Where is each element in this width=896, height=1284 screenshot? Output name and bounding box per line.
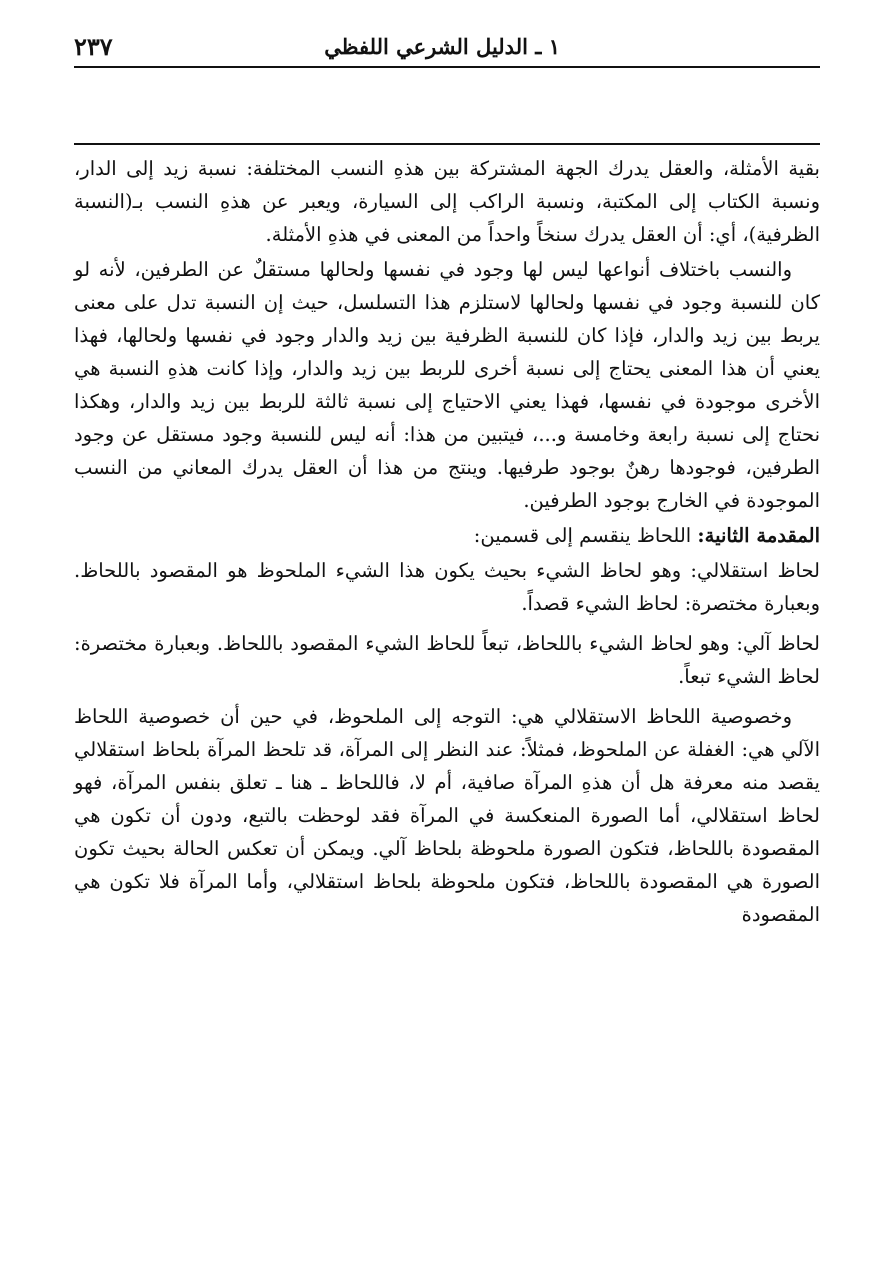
paragraph-examples: بقية الأمثلة، والعقل يدرك الجهة المشتركة بين هذهِ النسب المختلفة: نسبة زيد إلى الدار، ونسبة الكتاب إلى المكتبة، ونسبة الراكب إلى السيارة، ويعبر عن هذهِ النسب بـ(النسبة الظرفية)، أي: أن العقل يدرك سنخاً واحداً من المعنى في هذهِ الأمثلة. — [74, 157, 820, 246]
paragraph-instrumental-view: لحاظ آلي: وهو لحاظ الشيء باللحاظ، تبعاً للحاظ الشيء المقصود باللحاظ. وبعبارة مختصرة: لحاظ الشيء تبعاً. — [74, 632, 820, 688]
section-divider — [74, 143, 820, 145]
page-header — [74, 26, 820, 70]
section-heading-text: اللحاظ ينقسم إلى قسمين: — [473, 524, 698, 547]
paragraph-mirror-example: وخصوصية اللحاظ الاستقلالي هي: التوجه إلى الملحوظ، في حين أن خصوصية اللحاظ الآلي هي: الغفلة عن الملحوظ، فمثلاً: عند النظر إلى المرآة، قد تلحظ المرآة بلحاظ استقلالي يقصد منه معرفة هل أن هذهِ المرآة صافية، أم لا، فاللحاظ ـ هنا ـ تعلق بنفس المرآة، فهو لحاظ استقلالي، أما الصورة المنعكسة في المرآة فقد لوحظت بالتبع، ودون أن تكون هي المقصودة باللحاظ، فتكون الصورة ملحوظة بلحاظ آلي. ويمكن أن تعكس الحالة بحيث تكون الصورة هي المقصودة باللحاظ، فتكون ملحوظة بلحاظ استقلالي، وأما المرآة فلا تكون هي المقصودة — [74, 705, 820, 926]
body-text — [74, 152, 820, 938]
section-heading — [74, 519, 820, 552]
paragraph-independent-view: لحاظ استقلالي: وهو لحاظ الشيء بحيث يكون هذا الشيء الملحوظ هو المقصود باللحاظ. وبعبارة مختصرة: لحاظ الشيء قصداً. — [74, 559, 820, 615]
section-heading-label: المقدمة الثانية: — [697, 524, 820, 547]
running-title: ١ ـ الدليل الشرعي اللفظي — [324, 34, 560, 59]
paragraph-relations: والنسب باختلاف أنواعها ليس لها وجود في نفسها ولحالها مستقلٌ عن الطرفين، لأنه لو كان للنسبة وجود في نفسها ولحالها لاستلزم هذا التسلسل، حيث إن النسبة تدل على معنى يربط بين زيد والدار، فإذا كان للنسبة الظرفية بين زيد والدار وجود في نفسها ولحالها، فهذا يعني أن هذا المعنى يحتاج إلى نسبة أخرى للربط بين زيد والدار، وإذا كانت هذهِ النسبة هي الأخرى موجودة في نفسها، فهذا يعني الاحتياج إلى نسبة ثالثة للربط بين زيد والدار، وهكذا نحتاج إلى نسبة رابعة وخامسة و...، فيتبين من هذا: أنه ليس للنسبة وجود مستقل عن وجود الطرفين، فوجودها رهنٌ بوجود طرفيها. وينتج من هذا أن العقل يدرك المعاني من النسب الموجودة في الخارج بوجود الطرفين. — [74, 258, 820, 512]
page-number: ٢٣٧ — [74, 32, 113, 61]
header-rule — [74, 66, 820, 68]
